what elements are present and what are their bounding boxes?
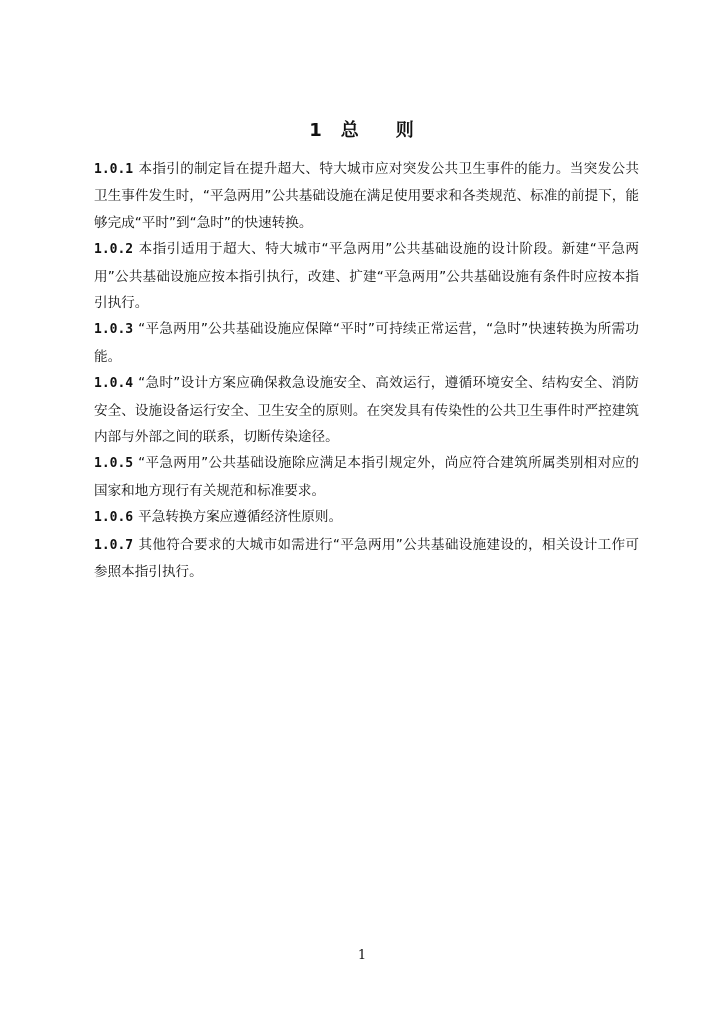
clause-number: 1.0.6 <box>94 510 134 526</box>
clause-text: “平急两用”公共基础设施除应满足本指引规定外，尚应符合建筑所属类别相对应的国家和地方现行有关规范和标准要求。 <box>94 455 639 499</box>
clause-text: 平急转换方案应遵循经济性原则。 <box>138 509 343 526</box>
clause-1-0-7 <box>94 532 639 586</box>
clause-text: “急时”设计方案应确保救急设施安全、高效运行，遵循环境安全、结构安全、消防安全、设施设备运行安全、卫生安全的原则。在突发具有传染性的公共卫生事件时严控建筑内部与外部之间的联系，切断传染途径。 <box>94 375 639 446</box>
clause-1-0-2 <box>94 236 639 316</box>
clause-number: 1.0.4 <box>94 376 134 392</box>
clause-1-0-5 <box>94 450 639 504</box>
chapter-title-char-1: 总 <box>340 120 360 141</box>
chapter-title <box>0 116 724 142</box>
clause-1-0-1 <box>94 156 639 236</box>
clause-text: 其他符合要求的大城市如需进行“平急两用”公共基础设施建设的，相关设计工作可参照本指引执行。 <box>94 536 639 581</box>
clause-number: 1.0.5 <box>94 456 134 472</box>
clause-text: 本指引适用于超大、特大城市“平急两用”公共基础设施的设计阶段。新建“平急两用”公共基础设施应按本指引执行，改建、扩建“平急两用”公共基础设施有条件时应按本指引执行。 <box>94 241 639 312</box>
clauses-list <box>94 156 639 586</box>
clause-1-0-3 <box>94 316 639 370</box>
clause-number: 1.0.7 <box>94 537 134 553</box>
page-number: 1 <box>357 948 367 963</box>
clause-text: “平急两用”公共基础设施应保障“平时”可持续正常运营，“急时”快速转换为所需功能。 <box>94 321 639 365</box>
clause-text: 本指引的制定旨在提升超大、特大城市应对突发公共卫生事件的能力。当突发公共卫生事件发生时，“平急两用”公共基础设施在满足使用要求和各类规范、标准的前提下，能够完成“平时”到“急时”的快速转换。 <box>94 161 639 231</box>
clause-number: 1.0.1 <box>94 162 134 177</box>
chapter-title-char-2: 则 <box>395 120 415 141</box>
chapter-number: 1 <box>309 120 323 141</box>
clause-1-0-4 <box>94 370 639 450</box>
clause-number: 1.0.2 <box>94 242 134 258</box>
clause-1-0-6 <box>94 504 639 531</box>
clause-number: 1.0.3 <box>94 322 134 338</box>
